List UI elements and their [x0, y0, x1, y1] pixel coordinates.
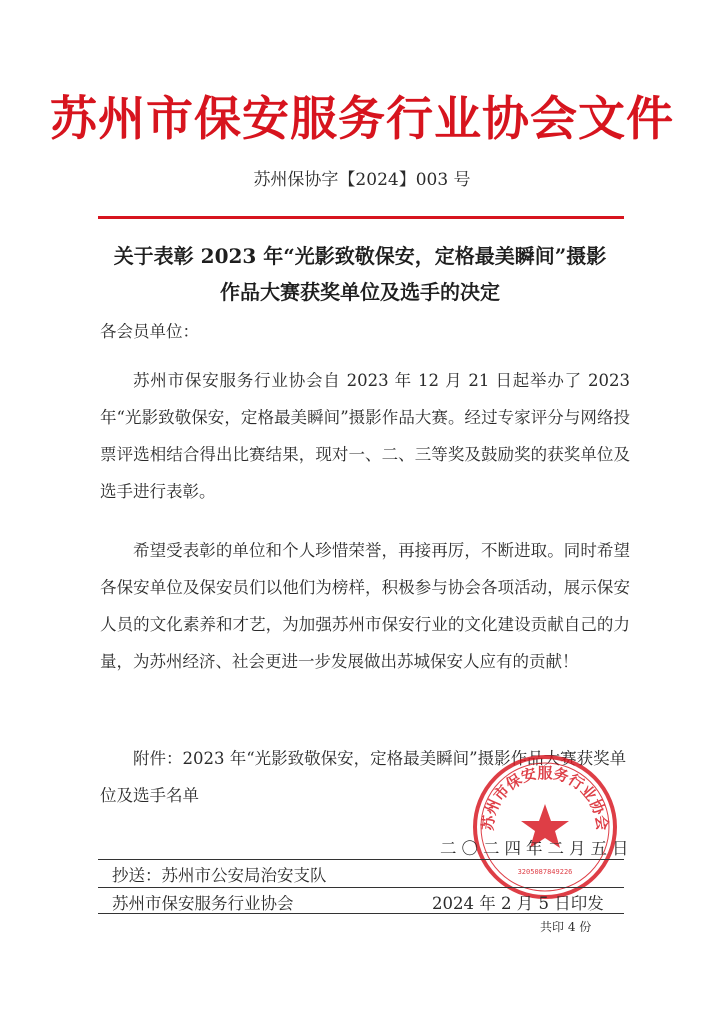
footer-rule-top	[98, 859, 624, 860]
cc-line: 抄送：苏州市公安局治安支队	[112, 866, 327, 885]
document-title-line1: 关于表彰 2023 年“光影致敬保安，定格最美瞬间”摄影	[113, 244, 607, 268]
document-masthead: 苏州市保安服务行业协会文件	[50, 92, 674, 147]
attachment-note: 附件：2023 年“光影致敬保安，定格最美瞬间”摄影作品大赛获奖单位及选手名单	[100, 749, 627, 805]
body-paragraph-2: 希望受表彰的单位和个人珍惜荣誉，再接再厉，不断进取。同时希望各保安单位及保安员们以他们为榜样，积极参与协会各项活动，展示保安人员的文化素养和才艺，为加强苏州市保安行业的文化建设贡献自己的力量，为苏州经济、社会更进一步发展做出苏城保安人应有的贡献！	[100, 541, 630, 671]
seal-text: 苏州市保安服务行业协会	[478, 763, 612, 832]
body-paragraph-1: 苏州市保安服务行业协会自 2023 年 12 月 21 日起举办了 2023 年“光影致敬保安，定格最美瞬间”摄影作品大赛。经过专家评分与网络投票评选相结合得出比赛结果，现对一、二、三等奖及鼓励奖的获奖单位及选手进行表彰。	[100, 371, 630, 501]
footer-rule-bottom	[98, 913, 624, 914]
seal-number: 3205087849226	[517, 868, 573, 876]
footer-rule-middle	[98, 887, 624, 888]
official-seal-icon	[470, 752, 620, 902]
print-date: 2024 年 2 月 5 日印发	[432, 894, 604, 913]
document-number: 苏州保协字【2024】003 号	[253, 170, 471, 190]
signature-date: 二〇二四年二月五日	[440, 839, 634, 858]
salutation: 各会员单位：	[100, 322, 199, 341]
document-title-line2: 作品大赛获奖单位及选手的决定	[220, 280, 500, 304]
issuing-organization: 苏州市保安服务行业协会	[112, 894, 294, 913]
red-divider-line	[98, 216, 624, 219]
copies-count: 共印 4 份	[540, 920, 592, 934]
